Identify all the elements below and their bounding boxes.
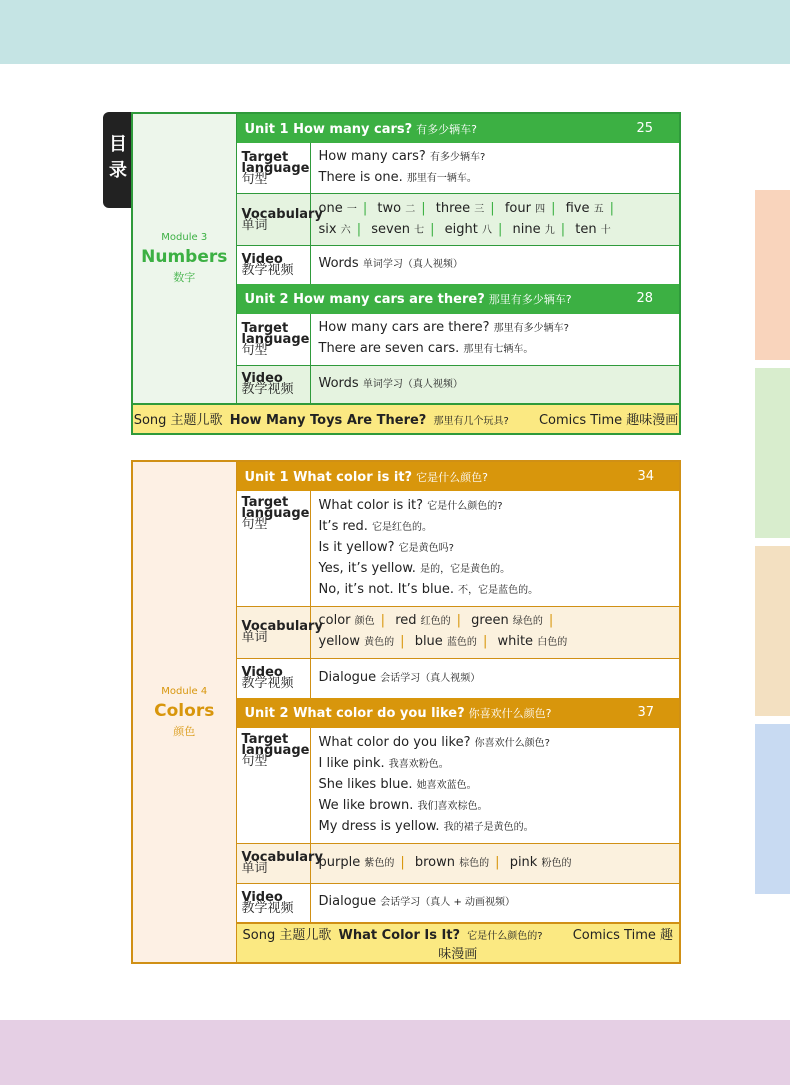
unit-1-title-cn: 它是什么颜色? xyxy=(416,470,488,484)
unit-2-header[interactable] xyxy=(236,698,680,728)
vocabulary-content: one 一 | two 二 | three 三 | four 四 | five 五 | six 六 | seven 七 | eight 八 | nine 九 | ten 十 xyxy=(310,194,680,246)
module-4-name-cn: 颜色 xyxy=(173,724,196,738)
module-3-table xyxy=(131,112,681,435)
unit-1-title: Unit 1 What color is it? xyxy=(244,469,413,485)
side-tab-2[interactable] xyxy=(755,368,790,538)
video-content[interactable]: Dialogue 会话学习（真人视频） xyxy=(318,669,481,685)
module-3-name: Numbers xyxy=(141,246,228,267)
toc-title-tab xyxy=(103,112,133,208)
unit-1-page: 34 xyxy=(637,468,654,484)
side-tab-1[interactable] xyxy=(755,190,790,360)
video-content[interactable]: Words 单词学习（真人视频） xyxy=(318,256,463,272)
unit-1-header[interactable] xyxy=(236,113,680,143)
unit-2-title: Unit 2 What color do you like? xyxy=(244,706,465,721)
unit-1-page: 25 xyxy=(636,120,653,136)
unit-1-header[interactable] xyxy=(236,461,680,491)
unit-1-title: Unit 1 How many cars? xyxy=(244,121,413,137)
target-language-label: Target language 句型 xyxy=(236,491,310,606)
module-4-cell xyxy=(132,461,236,963)
unit-1-title-cn: 有多少辆车? xyxy=(416,122,478,136)
video-label: Video 教学视频 xyxy=(236,246,310,284)
module-4-song-footer[interactable]: Song 主题儿歌 What Color Is It? 它是什么颜色的? Comics Time 趣味漫画 xyxy=(236,923,680,963)
unit-2-page: 37 xyxy=(637,705,654,720)
target-language-content: What color do you like? 你喜欢什么颜色? I like pink. 我喜欢粉色。 She likes blue. 她喜欢蓝色。 We like brown. 我们喜欢棕色。 My dress is yellow. 我的裙子是黄色的。 xyxy=(310,728,680,843)
vocabulary-label: Vocabulary 单词 xyxy=(236,843,310,883)
target-language-label: Target language 句型 xyxy=(236,728,310,843)
song-title: What Color Is It? xyxy=(338,928,461,943)
module-4-number: Module 4 xyxy=(161,685,208,697)
module-3-cell xyxy=(132,113,236,404)
target-language-label: Target language 句型 xyxy=(236,314,310,366)
target-language-content: How many cars? 有多少辆车? There is one. 那里有一辆车。 xyxy=(310,143,680,194)
unit-2-header[interactable] xyxy=(236,284,680,314)
video-content[interactable]: Words 单词学习（真人视频） xyxy=(318,375,463,391)
unit-2-title-cn: 你喜欢什么颜色? xyxy=(468,707,552,720)
vocabulary-label: Vocabulary 单词 xyxy=(236,606,310,658)
comics-time: Comics Time 趣味漫画 xyxy=(438,928,673,962)
vocabulary-content: purple 紫色的 | brown 棕色的 | pink 粉色的 xyxy=(310,843,680,883)
video-label: Video 教学视频 xyxy=(236,883,310,923)
module-3-name-cn: 数字 xyxy=(173,270,196,284)
module-4-name: Colors xyxy=(154,700,215,721)
bottom-band xyxy=(0,1020,790,1085)
top-band xyxy=(0,0,790,64)
target-language-content: What color is it? 它是什么颜色的? It’s red. 它是红色的。 Is it yellow? 它是黄色吗? Yes, it’s yellow. 是的，它是黄色的。 No, it’s not. It’s blue. 不，它是蓝色的。 xyxy=(310,491,680,606)
unit-2-page: 28 xyxy=(636,290,653,306)
target-language-content: How many cars are there? 那里有多少辆车? There are seven cars. 那里有七辆车。 xyxy=(310,314,680,366)
video-label: Video 教学视频 xyxy=(236,366,310,404)
video-label: Video 教学视频 xyxy=(236,658,310,698)
vocabulary-label: Vocabulary 单词 xyxy=(236,194,310,246)
side-tab-4[interactable] xyxy=(755,724,790,894)
video-content[interactable]: Dialogue 会话学习（真人 + 动画视频） xyxy=(318,894,516,910)
target-language-label: Target language 句型 xyxy=(236,143,310,194)
song-title: How Many Toys Are There? xyxy=(229,413,427,428)
module-3-song-footer[interactable]: Song 主题儿歌 How Many Toys Are There? 那里有几个玩具? Comics Time 趣味漫画 xyxy=(132,404,680,434)
unit-2-title-cn: 那里有多少辆车? xyxy=(488,292,572,306)
module-4-table xyxy=(131,460,681,964)
toc-title-char-2: 录 xyxy=(109,160,127,181)
comics-time: Comics Time 趣味漫画 xyxy=(538,413,679,428)
vocabulary-content: color 颜色 | red 红色的 | green 绿色的 | yellow 黄色的 | blue 蓝色的 | white 白色的 xyxy=(310,606,680,658)
module-3-number: Module 3 xyxy=(161,231,208,243)
side-tab-3[interactable] xyxy=(755,546,790,716)
toc-title-char-1: 目 xyxy=(109,134,127,155)
unit-2-title: Unit 2 How many cars are there? xyxy=(244,291,485,307)
